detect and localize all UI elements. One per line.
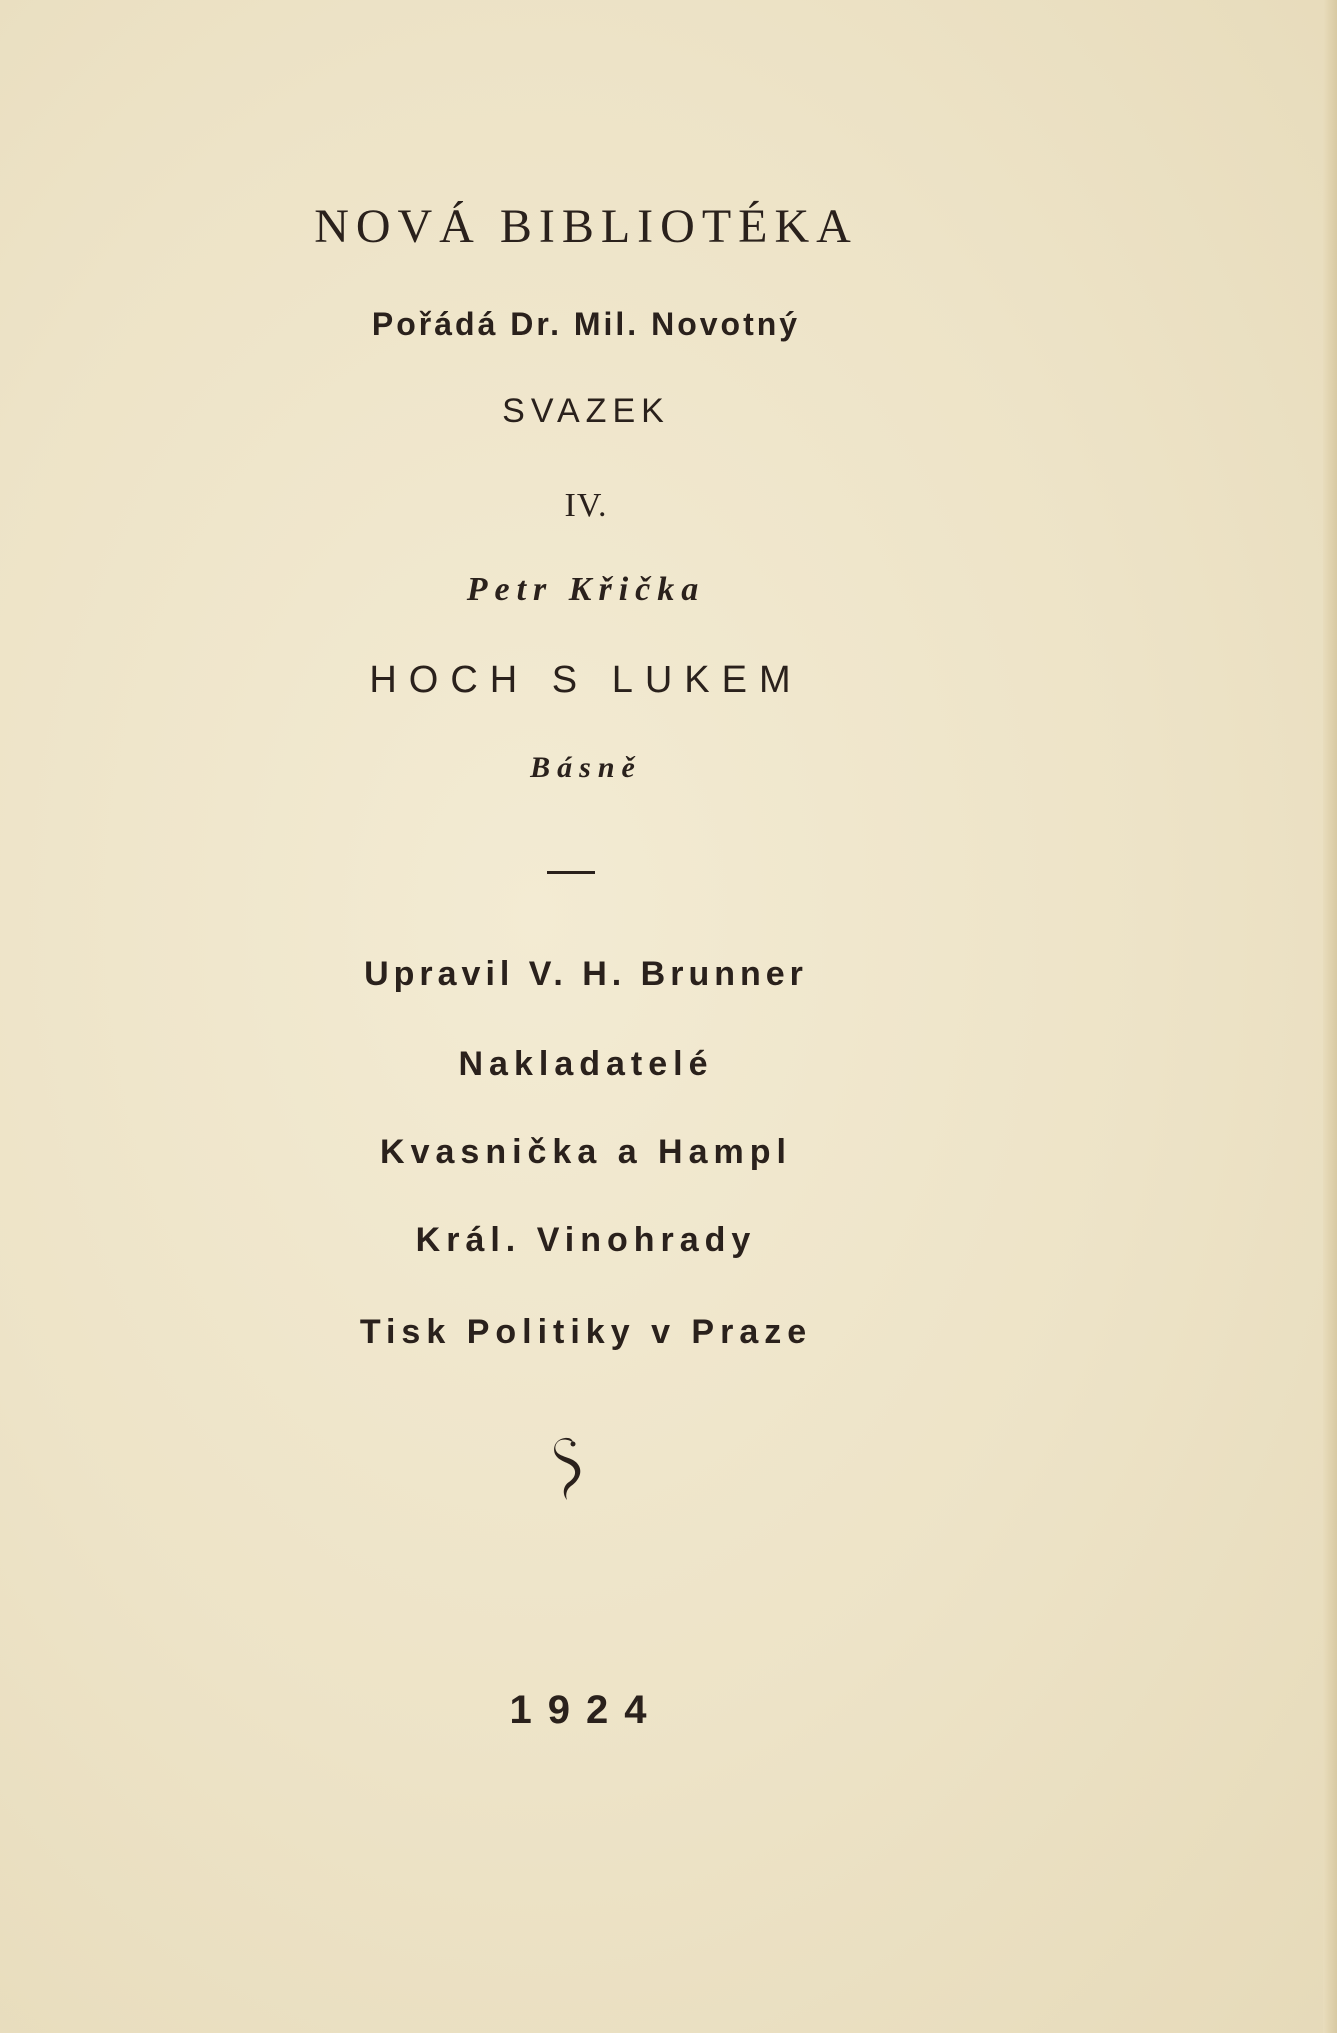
publishers-label: Nakladatelé <box>458 1045 714 1083</box>
volume-number: IV. <box>564 487 608 524</box>
book-subtitle: Básně <box>530 751 642 784</box>
publication-year: 1924 <box>509 1688 663 1732</box>
series-title: NOVÁ BIBLIOTÉKA <box>314 200 858 253</box>
designer-credit: Upravil V. H. Brunner <box>364 955 808 993</box>
divider-rule <box>547 871 595 874</box>
series-editor: Pořádá Dr. Mil. Novotný <box>371 306 801 342</box>
page-edge <box>1323 0 1337 2033</box>
author-name: Petr Křička <box>466 571 706 608</box>
book-title: HOCH S LUKEM <box>369 659 803 701</box>
printer-credit: Tisk Politiky v Praze <box>359 1313 813 1351</box>
fleuron-icon <box>551 1436 587 1502</box>
publication-place: Král. Vinohrady <box>415 1221 757 1259</box>
publishers-name: Kvasnička a Hampl <box>380 1133 792 1171</box>
volume-label: SVAZEK <box>502 392 670 430</box>
